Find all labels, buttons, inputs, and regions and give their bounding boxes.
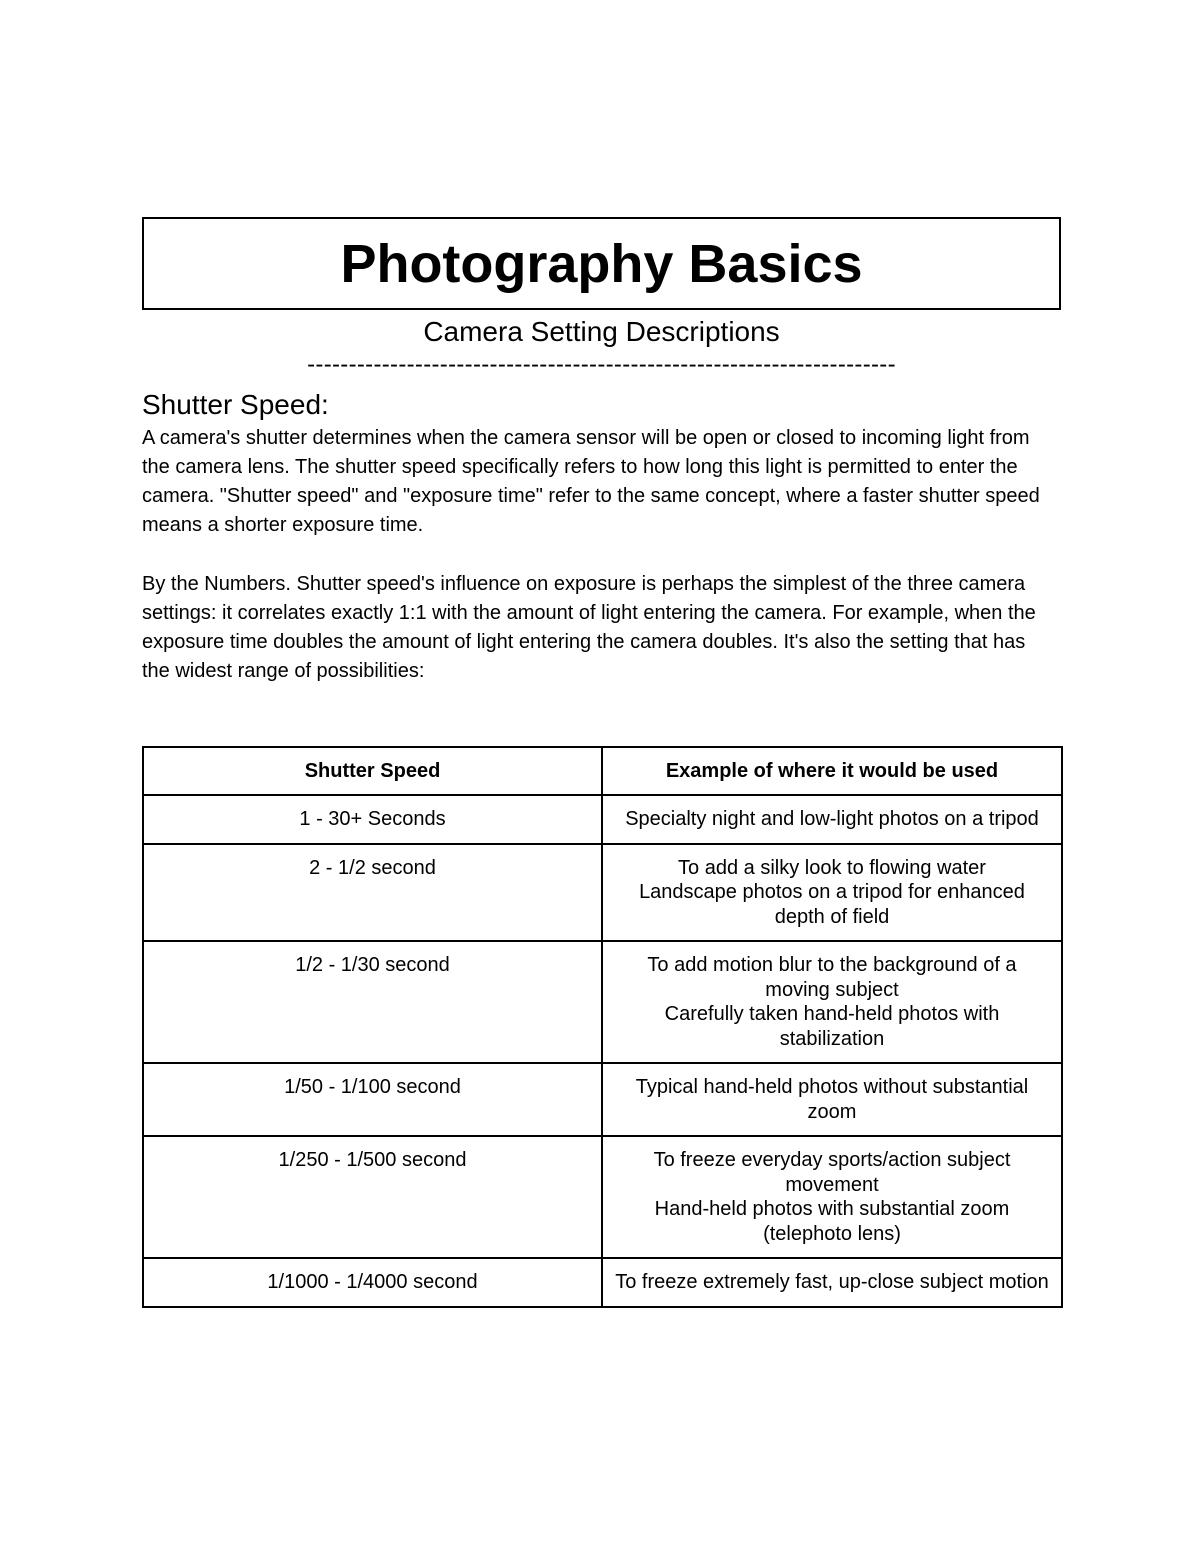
example-cell bbox=[602, 1136, 1062, 1258]
example-line: To freeze extremely fast, up-close subject motion bbox=[615, 1271, 1049, 1293]
example-cell bbox=[602, 941, 1062, 1063]
example-line: To add a silky look to flowing water bbox=[678, 856, 986, 879]
table-header-row bbox=[143, 747, 1062, 795]
speed-cell: 2 - 1/2 second bbox=[143, 844, 602, 942]
page-subtitle: Camera Setting Descriptions bbox=[423, 316, 780, 347]
example-cell bbox=[602, 1258, 1062, 1307]
shutter-speed-table bbox=[142, 746, 1063, 1308]
table-row bbox=[143, 844, 1062, 942]
example-line: Specialty night and low-light photos on a tripod bbox=[625, 808, 1039, 830]
example-line: Landscape photos on a tripod for enhanced depth of field bbox=[639, 881, 1025, 928]
example-line: To freeze everyday sports/action subject movement bbox=[653, 1149, 1011, 1196]
example-line: Typical hand-held photos without substantial zoom bbox=[635, 1076, 1029, 1123]
numbers-paragraph: By the Numbers. Shutter speed's influence on exposure is perhaps the simplest of the three camera settings: it correlates exactly 1:1 with the amount of light entering the camera. For example, when the exposure time doubles the amount of light entering the camera doubles. It's also the setting that has the widest range of possibilities: bbox=[142, 573, 1036, 682]
title-box bbox=[142, 217, 1061, 310]
example-cell bbox=[602, 844, 1062, 942]
table-row bbox=[143, 795, 1062, 844]
example-line: To add motion blur to the background of a moving subject bbox=[647, 954, 1017, 1001]
dashed-divider: ----------------------------------------------------------------------- bbox=[307, 352, 896, 378]
table-body bbox=[143, 795, 1062, 1307]
section-heading: Shutter Speed: bbox=[142, 389, 329, 420]
example-cell bbox=[602, 795, 1062, 844]
table-row bbox=[143, 1136, 1062, 1258]
page-title: Photography Basics bbox=[340, 233, 863, 294]
speed-cell: 1/250 - 1/500 second bbox=[143, 1136, 602, 1258]
example-line: Carefully taken hand-held photos with stabilization bbox=[664, 1003, 1000, 1050]
document-page bbox=[142, 217, 1061, 1293]
speed-cell: 1/2 - 1/30 second bbox=[143, 941, 602, 1063]
speed-cell: 1/1000 - 1/4000 second bbox=[143, 1258, 602, 1307]
header-example-usage: Example of where it would be used bbox=[602, 747, 1062, 795]
example-line: Hand-held photos with substantial zoom (telephoto lens) bbox=[654, 1198, 1010, 1245]
table-row bbox=[143, 1063, 1062, 1136]
intro-paragraph: A camera's shutter determines when the camera sensor will be open or closed to incoming light from the camera lens. The shutter speed specifically refers to how long this light is permitted to enter the camera. "Shutter speed" and "exposure time" refer to the same concept, where a faster shutter speed means a shorter exposure time. bbox=[142, 427, 1040, 536]
table-row bbox=[143, 941, 1062, 1063]
speed-cell: 1/50 - 1/100 second bbox=[143, 1063, 602, 1136]
speed-cell: 1 - 30+ Seconds bbox=[143, 795, 602, 844]
example-cell bbox=[602, 1063, 1062, 1136]
header-shutter-speed: Shutter Speed bbox=[143, 747, 602, 795]
table-row bbox=[143, 1258, 1062, 1307]
